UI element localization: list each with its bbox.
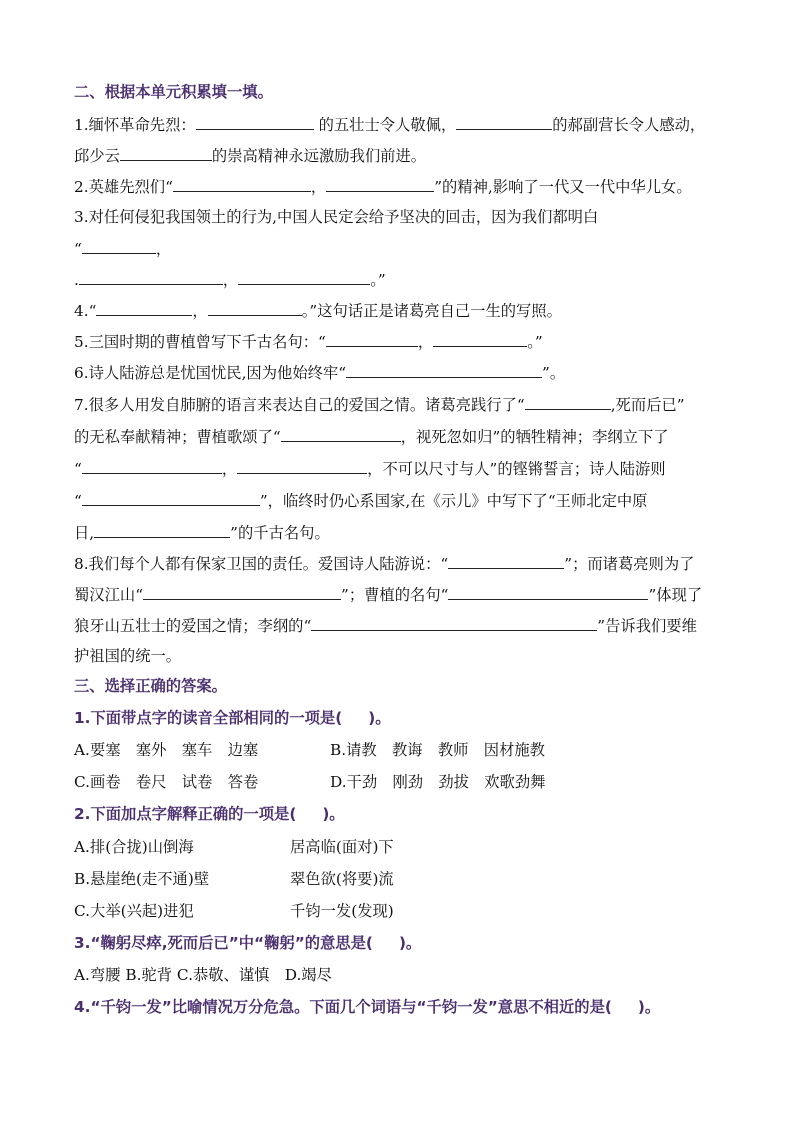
fill-q4 xyxy=(74,300,562,321)
choice-q1-option-d[interactable]: D.干劲 刚劲 劲拔 欢歌劲舞 xyxy=(330,773,546,791)
choice-q2-option-c1[interactable]: C.大举(兴起)进犯 xyxy=(74,902,194,920)
fill-q7-line4 xyxy=(74,490,647,511)
choice-q2-stem xyxy=(74,804,345,824)
q7-blank-4[interactable] xyxy=(237,458,367,474)
fill-q5 xyxy=(74,331,543,352)
q5-blank-1[interactable] xyxy=(326,331,418,347)
q1-text-a: 1.缅怀革命先烈： xyxy=(74,116,196,134)
q7-blank-3[interactable] xyxy=(82,458,222,474)
q1-text-c: 的郝副营长令人感动， xyxy=(552,116,706,134)
choice-q1-stem xyxy=(74,708,391,728)
q1-text-e: 的崇高精神永远激励我们前进。 xyxy=(211,147,427,165)
q3-close: 。” xyxy=(370,271,386,289)
q1-blank-2[interactable] xyxy=(456,114,552,130)
q6-text-a: 6.诗人陆游总是忧国忧民,因为他始终牢“ xyxy=(74,364,347,382)
q3-blank-1[interactable] xyxy=(82,238,156,254)
q3-blank-3[interactable] xyxy=(238,269,370,285)
q7-l3a: “ xyxy=(74,460,82,478)
choice-q3-options[interactable]: A.弯腰 B.驼背 C.恭敬、谨慎 D.竭尽 xyxy=(74,966,332,984)
q5-text-a: 5.三国时期的曹植曾写下千古名句：“ xyxy=(74,333,326,351)
choice-q1-close: )。 xyxy=(368,709,391,727)
q4-blank-1[interactable] xyxy=(96,300,192,316)
q2-sep: ， xyxy=(310,178,327,196)
fill-q8-line3 xyxy=(74,615,697,636)
fill-q3-line2 xyxy=(74,238,171,259)
q7-l2b: ，视死忽如归”的牺牲精神；李纲立下了 xyxy=(400,428,669,446)
q2-text-a: 2.英雄先烈们“ xyxy=(74,178,173,196)
q7-l5b: ”的千古名句。 xyxy=(230,524,330,542)
q8-l1a: 8.我们每个人都有保家卫国的责任。爱国诗人陆游说：“ xyxy=(74,555,449,573)
q3-dot: . xyxy=(74,271,79,289)
q8-blank-4[interactable] xyxy=(311,615,597,631)
q8-l2a: 蜀汉江山“ xyxy=(74,586,144,604)
q7-l1a: 7.很多人用发自肺腑的语言来表达自己的爱国之情。诸葛亮践行了“ xyxy=(74,396,525,414)
choice-q2-option-a2: 居高临(面对)下 xyxy=(290,838,394,856)
fill-q8-line2 xyxy=(74,584,702,605)
q4-blank-2[interactable] xyxy=(208,300,302,316)
q2-text-b: ”的精神,影响了一代又一代中华儿女。 xyxy=(434,178,692,196)
fill-q2 xyxy=(74,176,692,197)
q2-blank-1[interactable] xyxy=(173,176,311,192)
q6-text-b: ”。 xyxy=(542,364,566,382)
q7-l4a: “ xyxy=(74,492,82,510)
q8-blank-3[interactable] xyxy=(448,584,648,600)
fill-q1-line2 xyxy=(74,145,426,166)
fill-q1-line1 xyxy=(74,114,705,135)
q5-blank-2[interactable] xyxy=(433,331,527,347)
fill-q7-line1 xyxy=(74,394,685,415)
section2-title: 二、根据本单元积累填一填。 xyxy=(74,83,273,101)
q3-open-quote: “ xyxy=(74,240,82,258)
q3-sep2: ， xyxy=(222,271,239,289)
fill-q8-line1 xyxy=(74,553,694,574)
q8-l3a: 狼牙山五壮士的爱国之情；李纲的“ xyxy=(74,617,312,635)
q5-sep: ， xyxy=(417,333,434,351)
choice-q1-text: 1.下面带点字的读音全部相同的一项是( xyxy=(74,709,343,727)
q8-l1b: ”；而诸葛亮则为了 xyxy=(564,555,695,573)
choice-q3-stem xyxy=(74,933,421,953)
choice-q2-text: 2.下面加点字解释正确的一项是( xyxy=(74,805,297,823)
q1-text-d: 邱少云 xyxy=(74,147,120,165)
q4-text-a: 4.“ xyxy=(74,302,97,320)
choice-q4-text: 4.“千钧一发”比喻情况万分危急。下面几个词语与“千钧一发”意思不相近的是( xyxy=(74,998,612,1016)
q7-l4b: ”，临终时仍心系国家,在《示儿》中写下了“王师北定中原 xyxy=(259,492,648,510)
q7-l3b: ， xyxy=(221,460,238,478)
choice-q4-stem xyxy=(74,997,660,1017)
choice-q2-option-b2: 翠色欲(将要)流 xyxy=(290,870,394,888)
choice-q2-option-c2: 千钧一发(发现) xyxy=(290,902,394,920)
fill-q6 xyxy=(74,362,565,383)
fill-q7-line2 xyxy=(74,426,669,447)
choice-q2-option-b1[interactable]: B.悬崖绝(走不通)壁 xyxy=(74,870,210,888)
q1-blank-3[interactable] xyxy=(120,145,212,161)
q7-blank-5[interactable] xyxy=(82,490,260,506)
q3-sep1: ， xyxy=(155,240,172,258)
q7-blank-6[interactable] xyxy=(94,522,230,538)
q1-text-b: 的五壮士令人敬佩， xyxy=(318,116,457,134)
fill-q3-line1: 3.对任何侵犯我国领土的行为,中国人民定会给予坚决的回击，因为我们都明白 xyxy=(74,208,599,226)
q7-l2a: 的无私奉献精神；曹植歌颂了“ xyxy=(74,428,281,446)
fill-q7-line5 xyxy=(74,522,330,543)
q4-sep: ， xyxy=(192,302,208,320)
fill-q3-line3 xyxy=(74,269,386,290)
choice-q1-option-c[interactable]: C.画卷 卷尺 试卷 答卷 xyxy=(74,773,259,791)
q4-text-b: 。”这句话正是诸葛亮自己一生的写照。 xyxy=(301,302,562,320)
choice-q3-text: 3.“鞠躬尽瘁,死而后已”中“鞠躬”的意思是( xyxy=(74,934,373,952)
q7-l3c: ，不可以尺寸与人”的铿锵誓言；诗人陆游则 xyxy=(367,460,666,478)
choice-q1-option-b[interactable]: B.请教 教诲 教师 因材施教 xyxy=(330,741,545,759)
q1-blank-1[interactable] xyxy=(196,114,314,130)
q7-l5a: 日, xyxy=(74,524,95,542)
q8-l3b: ”告诉我们要维 xyxy=(597,617,697,635)
section3-title: 三、选择正确的答案。 xyxy=(74,677,227,695)
choice-q2-option-a1[interactable]: A.排(合拢)山倒海 xyxy=(74,838,194,856)
q6-blank[interactable] xyxy=(346,362,542,378)
fill-q7-line3 xyxy=(74,458,666,479)
q8-l2b: ”；曹植的名句“ xyxy=(341,586,449,604)
q7-blank-2[interactable] xyxy=(281,426,401,442)
q8-l2c: ”体现了 xyxy=(648,586,703,604)
q5-text-b: 。” xyxy=(527,333,543,351)
choice-q4-close: )。 xyxy=(637,998,661,1016)
fill-q8-line4: 护祖国的统一。 xyxy=(74,647,182,665)
q7-l1b: ,死而后已” xyxy=(610,396,685,414)
choice-q3-close: )。 xyxy=(398,934,422,952)
q8-blank-1[interactable] xyxy=(448,553,564,569)
q8-blank-2[interactable] xyxy=(143,584,341,600)
q7-blank-1[interactable] xyxy=(525,394,611,410)
choice-q1-option-a[interactable]: A.要塞 塞外 塞车 边塞 xyxy=(74,741,259,759)
q2-blank-2[interactable] xyxy=(326,176,434,192)
q3-blank-2[interactable] xyxy=(79,269,223,285)
choice-q2-close: )。 xyxy=(322,805,345,823)
